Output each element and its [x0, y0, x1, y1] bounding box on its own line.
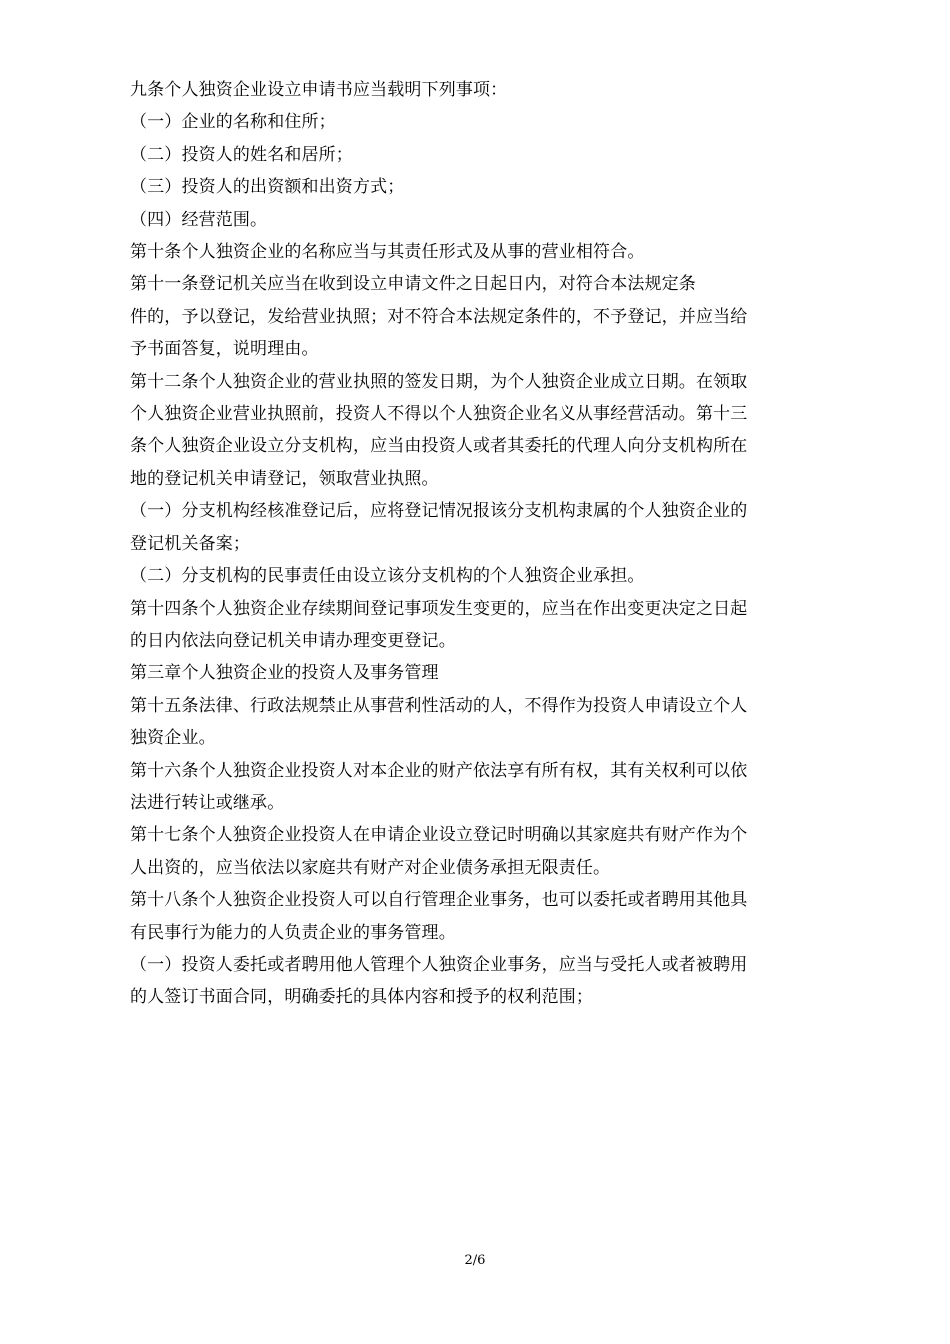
text-line: 法进行转让或继承。: [130, 792, 285, 813]
text-line: 第十条个人独资企业的名称应当与其责任形式及从事的营业相符合。: [130, 242, 645, 263]
page-number: 2/6: [464, 1253, 486, 1268]
text-line: （三）投资人的出资额和出资方式；: [130, 177, 405, 198]
text-line: 地的登记机关申请登记，领取营业执照。: [130, 468, 439, 489]
text-line: （二）分支机构的民事责任由设立该分支机构的个人独资企业承担。: [130, 566, 645, 587]
text-line: 第十五条法律、行政法规禁止从事营利性活动的人，不得作为投资人申请设立个人: [130, 695, 748, 716]
text-line: （一）分支机构经核准登记后，应将登记情况报该分支机构隶属的个人独资企业的: [130, 501, 748, 522]
text-line: 的人签订书面合同，明确委托的具体内容和授予的权利范围；: [130, 987, 594, 1008]
text-line: 条个人独资企业设立分支机构，应当由投资人或者其委托的代理人向分支机构所在: [130, 436, 748, 457]
text-line: 第十七条个人独资企业投资人在申请企业设立登记时明确以其家庭共有财产作为个: [130, 825, 748, 846]
text-line: 独资企业。: [130, 728, 216, 749]
text-line: 个人独资企业营业执照前，投资人不得以个人独资企业名义从事经营活动。第十三: [130, 404, 748, 425]
text-line: 有民事行为能力的人负责企业的事务管理。: [130, 922, 456, 943]
text-line: （一）企业的名称和住所；: [130, 112, 336, 133]
text-line: （二）投资人的姓名和居所；: [130, 144, 353, 165]
document-body: [130, 74, 830, 1014]
text-line: 予书面答复，说明理由。: [130, 339, 319, 360]
text-line: 第十一条登记机关应当在收到设立申请文件之日起日内，对符合本法规定条: [130, 274, 696, 295]
text-line: 第十八条个人独资企业投资人可以自行管理企业事务，也可以委托或者聘用其他具: [130, 890, 748, 911]
text-line: 的日内依法向登记机关申请办理变更登记。: [130, 630, 456, 651]
text-line: 第三章个人独资企业的投资人及事务管理: [130, 663, 439, 684]
text-line: 九条个人独资企业设立申请书应当载明下列事项：: [130, 80, 508, 100]
text-line: （一）投资人委托或者聘用他人管理个人独资企业事务，应当与受托人或者被聘用: [130, 954, 748, 975]
text-line: 第十四条个人独资企业存续期间登记事项发生变更的，应当在作出变更决定之日起: [130, 598, 748, 619]
text-line: 登记机关备案；: [130, 533, 251, 554]
text-line: （四）经营范围。: [130, 209, 268, 230]
text-line: 件的，予以登记，发给营业执照；对不符合本法规定条件的，不予登记，并应当给: [130, 306, 748, 327]
text-line: 人出资的，应当依法以家庭共有财产对企业债务承担无限责任。: [130, 857, 611, 878]
text-line: 第十二条个人独资企业的营业执照的签发日期，为个人独资企业成立日期。在领取: [130, 371, 748, 392]
text-line: 第十六条个人独资企业投资人对本企业的财产依法享有所有权，其有关权利可以依: [130, 760, 748, 781]
